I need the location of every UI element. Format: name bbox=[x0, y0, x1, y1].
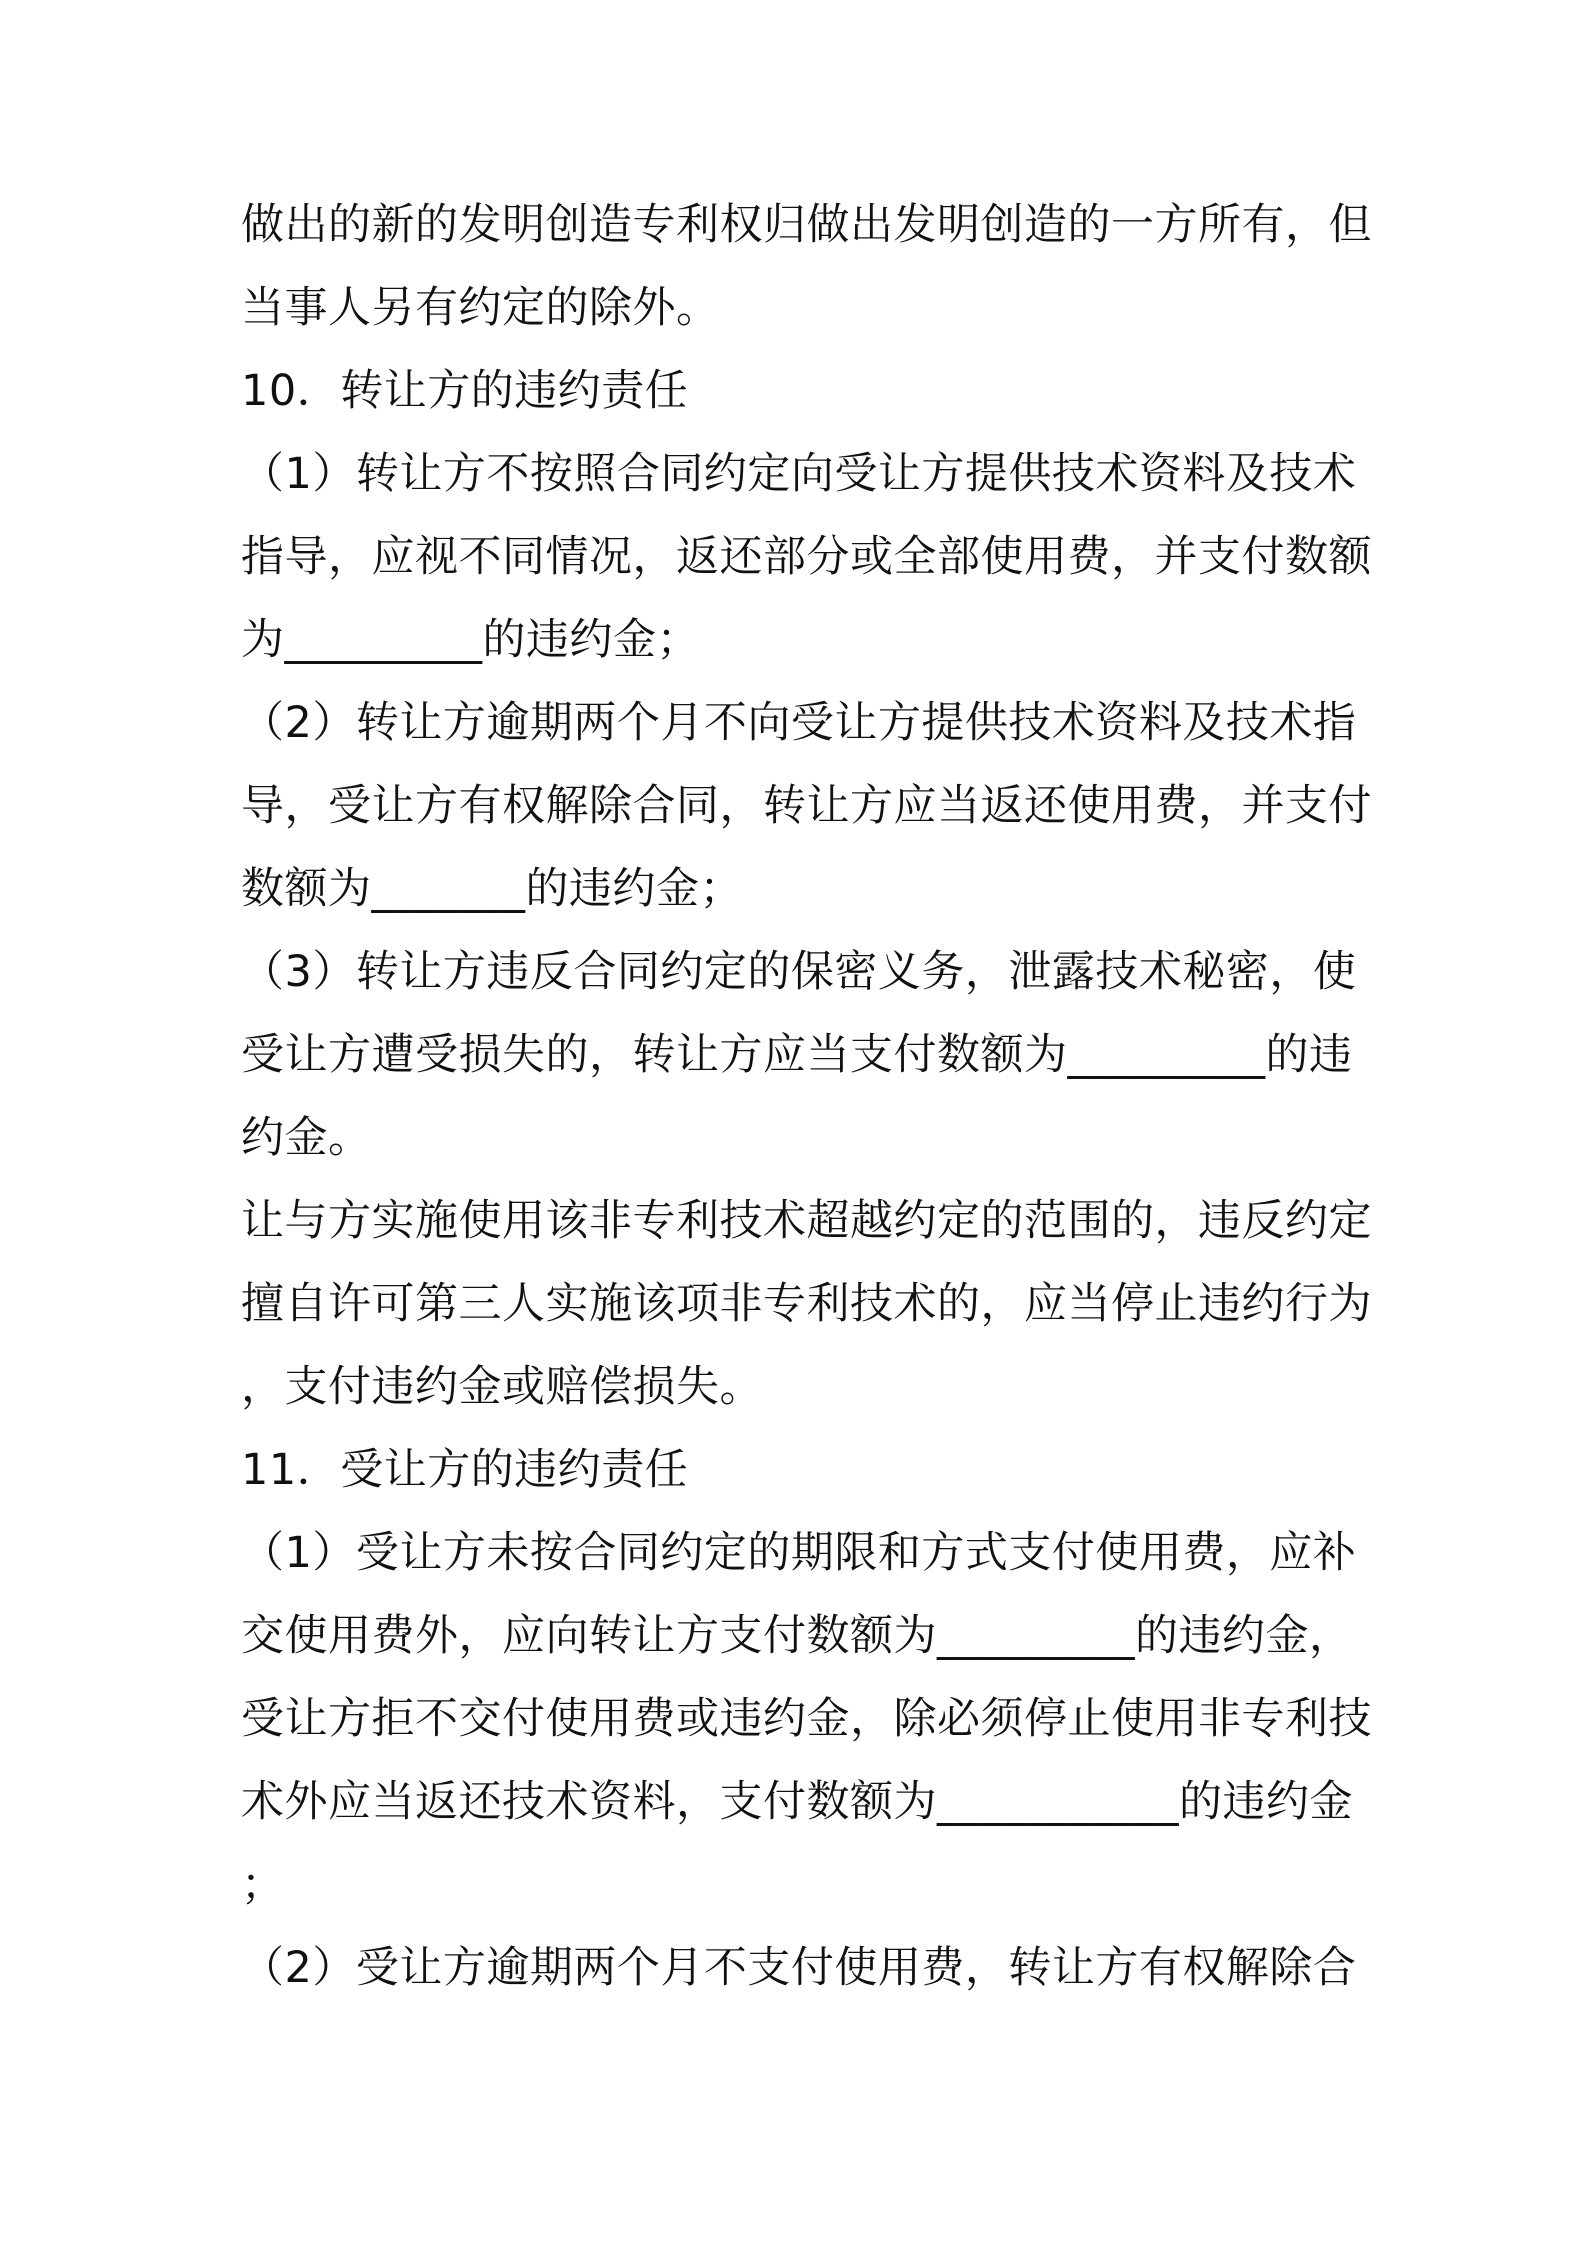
section-heading: 10．转让方的违约责任 bbox=[241, 366, 689, 416]
text-line: （3）转让方违反合同约定的保密义务，泄露技术秘密，使 bbox=[241, 947, 1357, 997]
text-line: （1）受让方未按合同约定的期限和方式支付使用费，应补 bbox=[241, 1528, 1357, 1578]
text-line: 受让方遭受损失的，转让方应当支付数额为_________的违 bbox=[241, 1030, 1353, 1080]
text-line: 为_________的违约金； bbox=[241, 615, 700, 665]
text-line: 导，受让方有权解除合同，转让方应当返还使用费，并支付 bbox=[241, 781, 1372, 831]
text-line: 数额为_______的违约金； bbox=[241, 864, 743, 914]
text-line: 约金。 bbox=[241, 1113, 372, 1163]
text-line: （2）受让方逾期两个月不支付使用费，转让方有权解除合 bbox=[241, 1943, 1357, 1993]
text-line: 当事人另有约定的除外。 bbox=[241, 283, 720, 333]
text-line: 术外应当返还技术资料，支付数额为___________的违约金 bbox=[241, 1777, 1353, 1827]
text-line: 让与方实施使用该非专利技术超越约定的范围的，违反约定 bbox=[241, 1196, 1372, 1246]
section-heading: 11．受让方的违约责任 bbox=[241, 1445, 689, 1495]
text-line: 交使用费外，应向转让方支付数额为_________的违约金， bbox=[241, 1611, 1353, 1661]
text-line: 受让方拒不交付使用费或违约金，除必须停止使用非专利技 bbox=[241, 1694, 1372, 1744]
text-line: ，支付违约金或赔偿损失。 bbox=[241, 1362, 763, 1412]
text-line: 做出的新的发明创造专利权归做出发明创造的一方所有，但 bbox=[241, 200, 1372, 250]
text-line: （1）转让方不按照合同约定向受让方提供技术资料及技术 bbox=[241, 449, 1357, 499]
text-line: 指导，应视不同情况，返还部分或全部使用费，并支付数额 bbox=[241, 532, 1372, 582]
text-line: 擅自许可第三人实施该项非专利技术的，应当停止违约行为 bbox=[241, 1279, 1372, 1329]
text-line: ； bbox=[241, 1860, 285, 1910]
text-line: （2）转让方逾期两个月不向受让方提供技术资料及技术指 bbox=[241, 698, 1357, 748]
